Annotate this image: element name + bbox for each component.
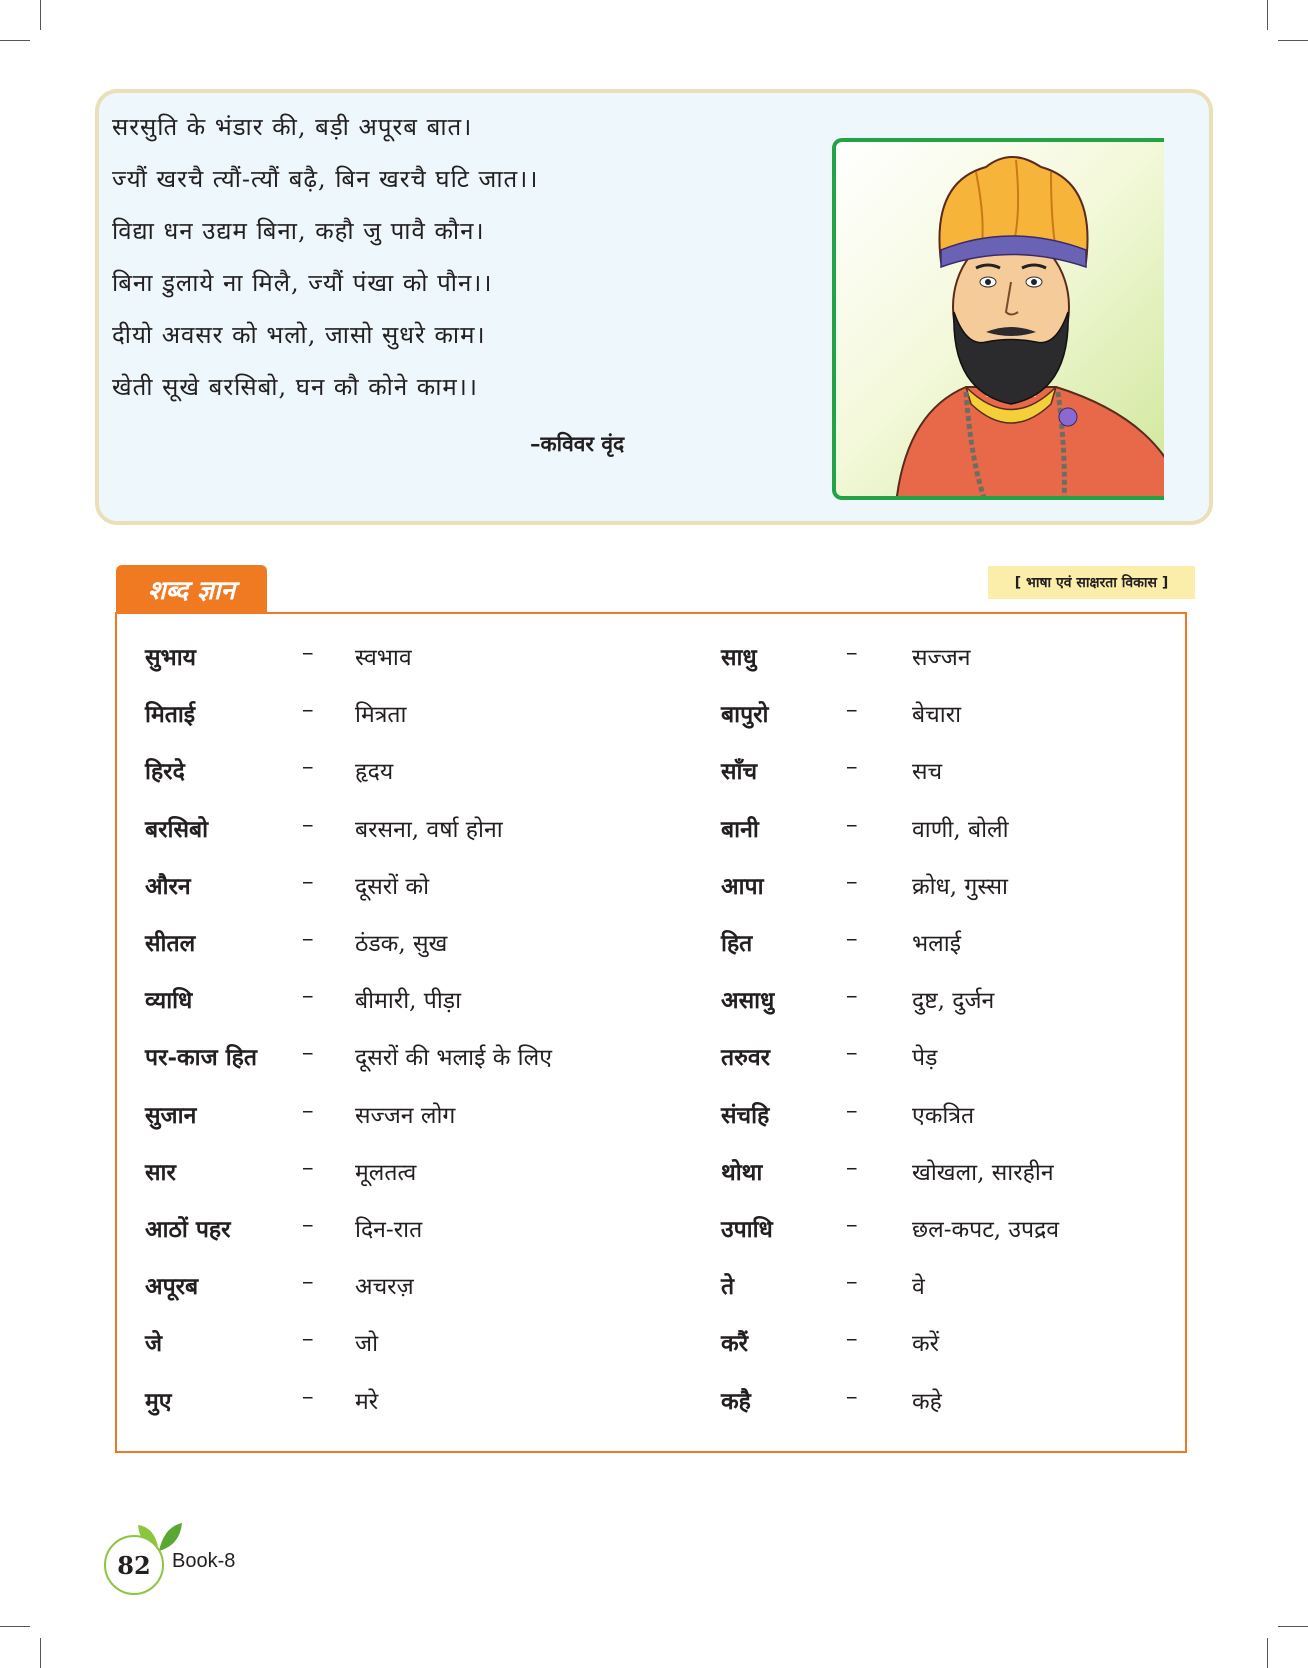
vocab-dash: –	[302, 1326, 314, 1352]
vocab-meaning: मूलतत्व	[355, 1160, 417, 1186]
vocab-dash: –	[846, 640, 858, 666]
poem-line: खेती सूखे बरसिबो, घन कौ कोने काम।।	[112, 373, 478, 401]
crop-mark	[1267, 0, 1268, 30]
poem-line: दीयो अवसर को भलो, जासो सुधरे काम।	[112, 321, 486, 349]
vocab-dash: –	[846, 869, 858, 895]
poem-line: बिना डुलाये ना मिलै, ज्यौं पंखा को पौन।।	[112, 269, 493, 297]
vocab-meaning: मरे	[355, 1389, 379, 1415]
vocab-word: बरसिबो	[145, 816, 209, 843]
vocab-meaning: भलाई	[912, 931, 962, 957]
vocab-meaning: बेचारा	[912, 702, 962, 728]
vocab-dash: –	[846, 754, 858, 780]
vocab-dash: –	[302, 1155, 314, 1181]
vocab-meaning: ठंडक, सुख	[355, 931, 448, 957]
vocab-dash: –	[302, 754, 314, 780]
vocab-word: सीतल	[145, 930, 196, 957]
vocab-word: व्याधि	[145, 987, 193, 1014]
vocab-dash: –	[846, 697, 858, 723]
crop-mark	[40, 0, 41, 30]
vocab-meaning: स्वभाव	[355, 645, 412, 671]
crop-mark	[1278, 1626, 1308, 1627]
crop-mark	[0, 40, 30, 41]
vocab-meaning: एकत्रित	[912, 1103, 975, 1129]
vocab-meaning: खोखला, सारहीन	[912, 1160, 1054, 1186]
vocab-meaning: जो	[355, 1331, 379, 1357]
vocab-meaning: हृदय	[355, 759, 394, 785]
vocab-dash: –	[302, 697, 314, 723]
vocab-word: हिरदे	[145, 758, 185, 785]
vocab-dash: –	[846, 1212, 858, 1238]
vocab-meaning: दूसरों को	[355, 874, 430, 900]
vocab-word: हित	[721, 930, 753, 957]
vocab-meaning: दूसरों की भलाई के लिए	[355, 1045, 552, 1071]
poet-illustration	[836, 142, 1164, 500]
vocab-meaning: वाणी, बोली	[912, 817, 1009, 843]
vocab-dash: –	[846, 983, 858, 1009]
vocab-word: थोथा	[721, 1159, 763, 1186]
book-label: Book-8	[172, 1550, 236, 1572]
vocab-dash: –	[846, 926, 858, 952]
vocab-meaning: करें	[912, 1331, 940, 1357]
vocab-meaning: सज्जन	[912, 645, 971, 671]
poem-line: विद्या धन उद्यम बिना, कहौ जु पावै कौन।	[112, 217, 485, 245]
vocab-dash: –	[846, 1098, 858, 1124]
crop-mark	[1267, 1638, 1268, 1668]
vocab-word: असाधु	[721, 987, 775, 1014]
vocab-word: आठों पहर	[145, 1216, 231, 1243]
vocab-word: औरन	[145, 873, 191, 900]
vocab-word: करैं	[721, 1330, 749, 1357]
vocab-dash: –	[302, 1212, 314, 1238]
vocab-meaning: मित्रता	[355, 702, 407, 728]
vocab-word: उपाधि	[721, 1216, 773, 1243]
vocab-word: बानी	[721, 816, 759, 843]
vocab-dash: –	[302, 926, 314, 952]
vocab-word: आपा	[721, 873, 764, 900]
vocab-meaning: सज्जन लोग	[355, 1103, 456, 1129]
crop-mark	[1278, 40, 1308, 41]
vocab-word: मुए	[145, 1388, 172, 1415]
vocab-dash: –	[302, 983, 314, 1009]
vocab-meaning: पेड़	[912, 1045, 938, 1071]
vocab-meaning: क्रोध, गुस्सा	[912, 874, 1009, 900]
vocab-word: जे	[145, 1330, 163, 1357]
vocab-word: साधु	[721, 644, 757, 671]
vocab-meaning: अचरज़	[355, 1274, 414, 1300]
vocab-dash: –	[846, 812, 858, 838]
poet-portrait	[832, 138, 1164, 500]
section-title-tab: शब्द ज्ञान	[116, 565, 267, 612]
poem-line: ज्यौं खरचै त्यौं-त्यौं बढ़ै, बिन खरचै घटि जात।।	[112, 165, 539, 193]
vocab-word: सुजान	[145, 1102, 197, 1129]
vocab-word: ते	[721, 1273, 735, 1300]
crop-mark	[0, 1626, 30, 1627]
vocab-word: बापुरो	[721, 701, 769, 728]
vocab-dash: –	[302, 1098, 314, 1124]
vocab-meaning: कहे	[912, 1389, 942, 1415]
vocab-dash: –	[846, 1326, 858, 1352]
vocab-dash: –	[302, 1269, 314, 1295]
vocab-word: सुभाय	[145, 644, 197, 671]
crop-mark	[40, 1638, 41, 1668]
vocab-word: तरुवर	[721, 1044, 771, 1071]
vocab-box	[115, 612, 1187, 1453]
vocab-dash: –	[846, 1155, 858, 1181]
vocab-dash: –	[846, 1040, 858, 1066]
vocab-word: संचहि	[721, 1102, 770, 1129]
vocab-meaning: बरसना, वर्षा होना	[355, 817, 503, 843]
vocab-word: अपूरब	[145, 1273, 199, 1300]
vocab-dash: –	[302, 1384, 314, 1410]
vocab-meaning: वे	[912, 1274, 925, 1300]
vocab-meaning: सच	[912, 759, 943, 785]
vocab-word: मिताई	[145, 701, 196, 728]
vocab-meaning: बीमारी, पीड़ा	[355, 988, 462, 1014]
vocab-dash: –	[846, 1269, 858, 1295]
vocab-dash: –	[846, 1384, 858, 1410]
vocab-dash: –	[302, 812, 314, 838]
vocab-dash: –	[302, 1040, 314, 1066]
vocab-dash: –	[302, 640, 314, 666]
vocab-meaning: छल-कपट, उपद्रव	[912, 1217, 1060, 1243]
vocab-word: सार	[145, 1159, 176, 1186]
poem-line: सरसुति के भंडार की, बड़ी अपूरब बात।	[112, 113, 473, 141]
skill-tag: [ भाषा एवं साक्षरता विकास ]	[988, 566, 1195, 599]
vocab-word: साँच	[721, 758, 758, 785]
vocab-dash: –	[302, 869, 314, 895]
poet-credit: –कविवर वृंद	[530, 431, 625, 456]
vocab-meaning: दिन-रात	[355, 1217, 423, 1243]
vocab-word: पर-काज हित	[145, 1044, 257, 1071]
page-number: 82	[104, 1535, 164, 1595]
vocab-meaning: दुष्ट, दुर्जन	[912, 988, 995, 1014]
vocab-word: कहै	[721, 1388, 751, 1415]
